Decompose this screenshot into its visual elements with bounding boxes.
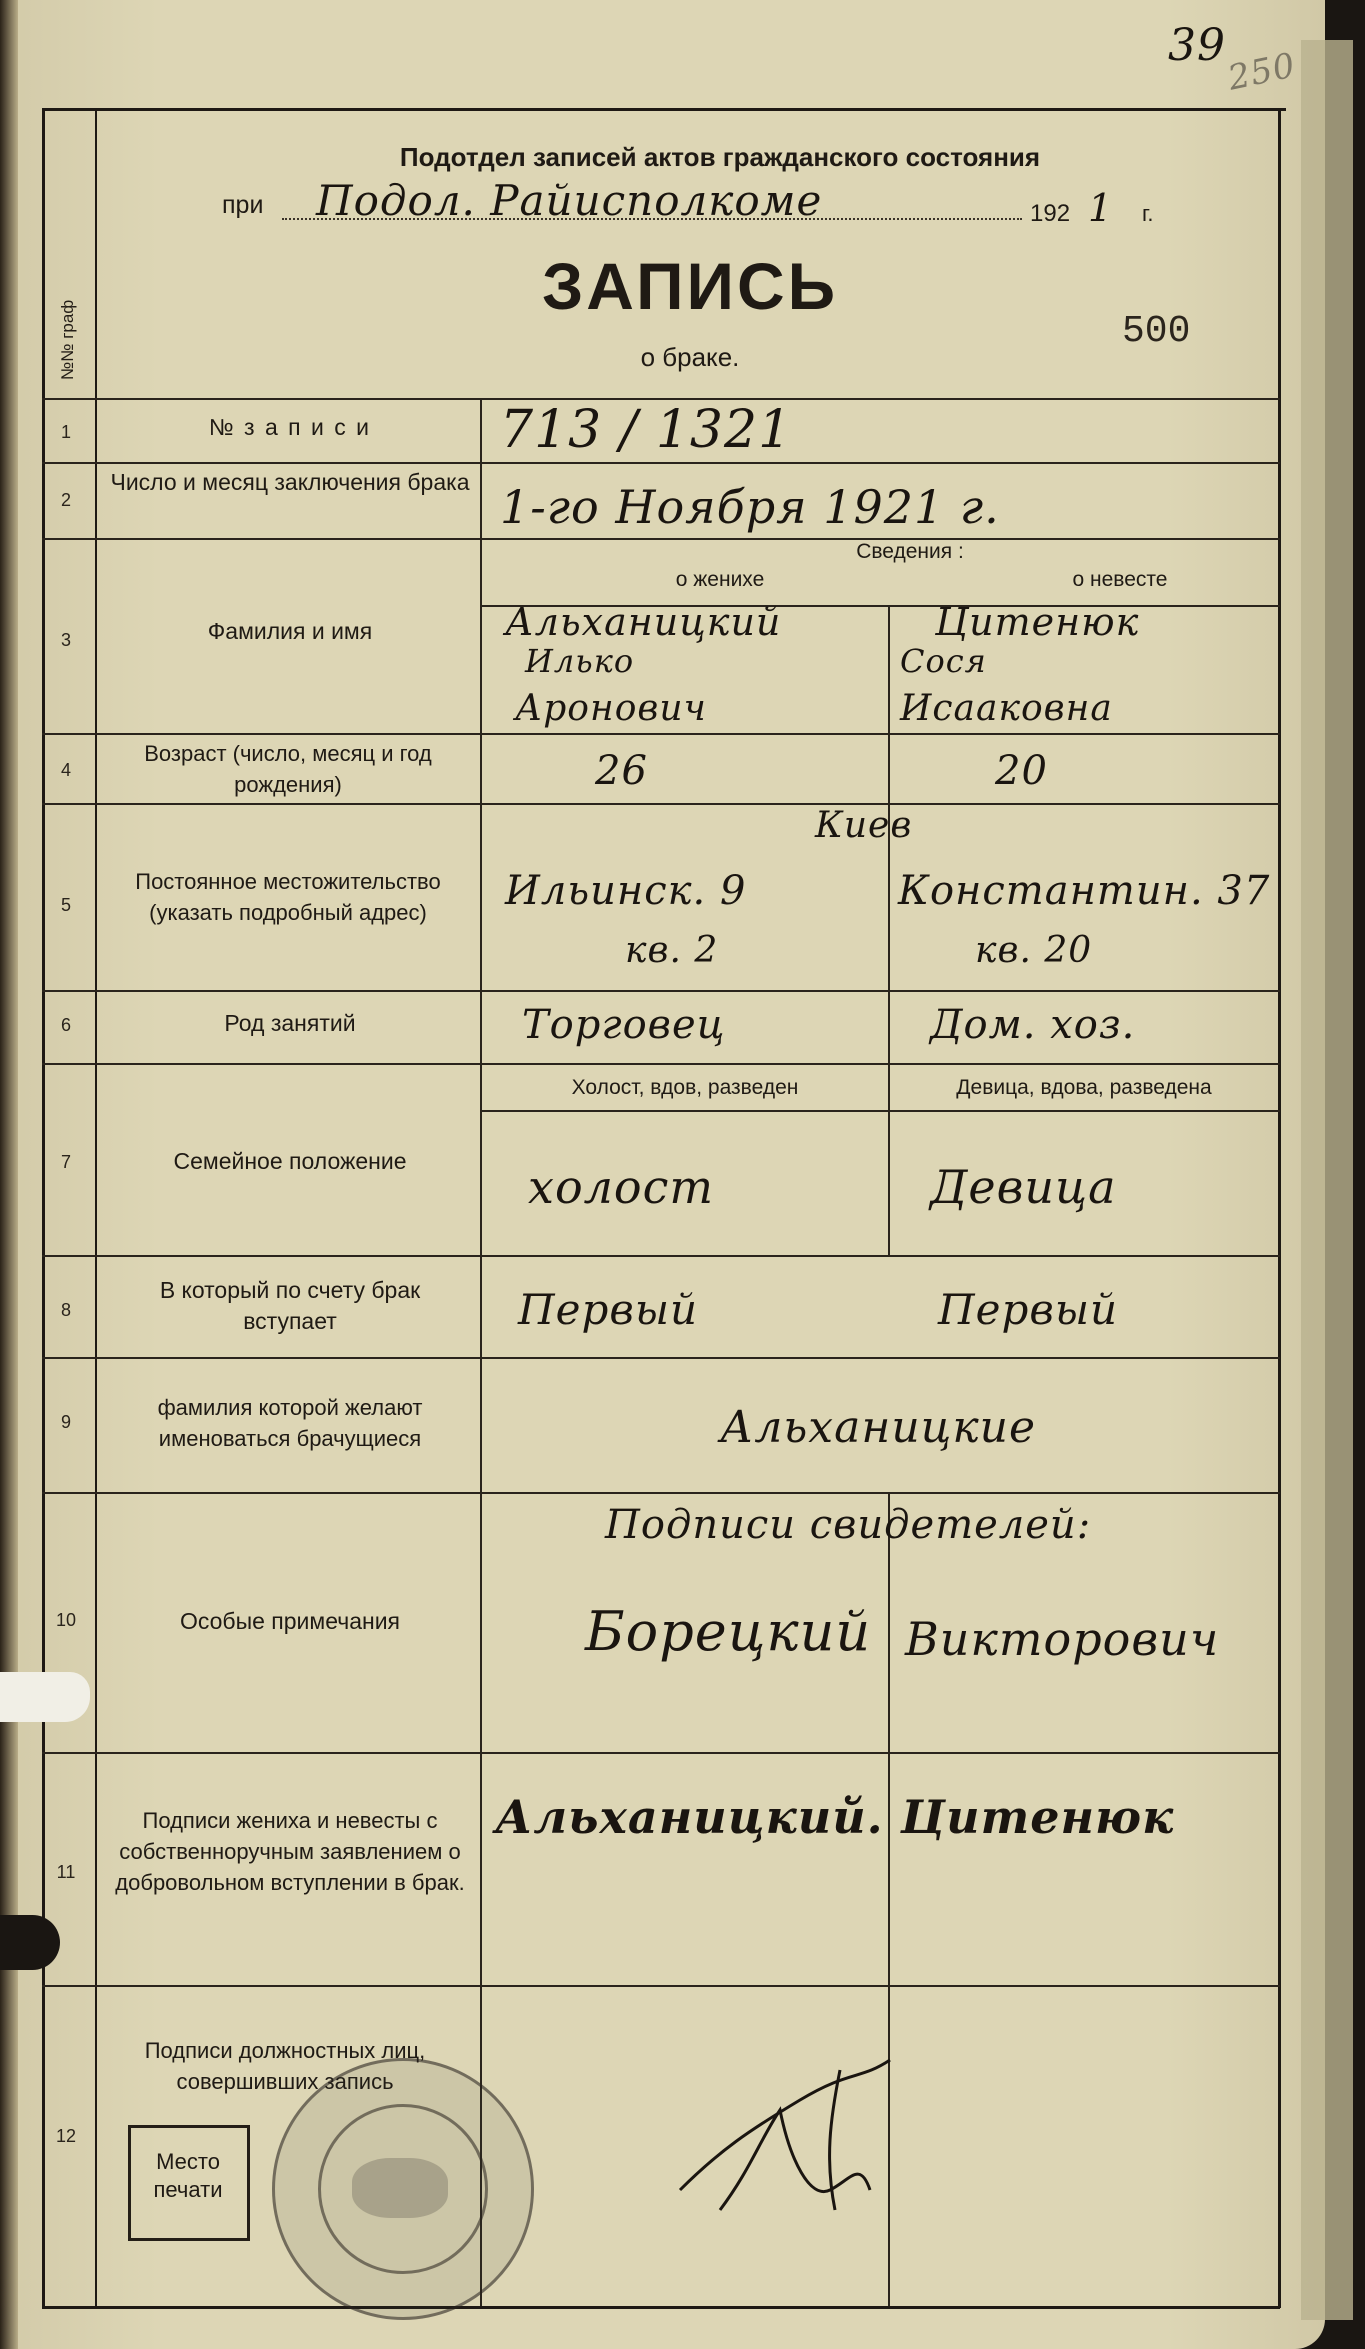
special-notes-label: Особые примечания <box>179 1608 401 1634</box>
groom-marital-status: холост <box>528 1160 715 1214</box>
marital-status-label: Семейное положение <box>173 1148 407 1174</box>
surname-choice-label: фамилия которой желают именоваться брачущиеся <box>157 1395 423 1451</box>
department-title: Подотдел записей актов гражданского состояния <box>399 142 1041 172</box>
row-number: 2 <box>60 490 71 510</box>
frame-right <box>1278 108 1281 2308</box>
bride-first-name: Сося <box>900 642 987 680</box>
year-suffix: г. <box>1142 201 1154 226</box>
bride-status-options: Девица, вдова, разведена <box>956 1076 1212 1099</box>
bride-marriage-count: Первый <box>938 1285 1119 1334</box>
row-number: 9 <box>60 1412 71 1432</box>
column-numbers-label: №№ граф <box>58 299 77 380</box>
page-edge-shadow <box>0 0 18 2349</box>
bride-address-apartment: кв. 20 <box>975 930 1093 971</box>
official-signature-strokes <box>660 2040 920 2240</box>
bride-marital-status: Девица <box>930 1160 1117 1214</box>
year-handwritten: 1 <box>1088 186 1114 230</box>
row-line <box>42 462 1280 464</box>
registry-office-handwritten: Подол. Райисполкоме <box>316 176 823 225</box>
frame-bottom <box>42 2306 1280 2309</box>
number-column-divider <box>95 108 97 2308</box>
row-number: 8 <box>60 1300 71 1320</box>
row-line <box>42 1985 1280 1987</box>
info-header-label: Сведения : <box>856 540 964 563</box>
row-line <box>42 733 1280 735</box>
witnesses-heading: Подписи свидетелей: <box>605 1502 1092 1548</box>
occupation-label: Род занятий <box>224 1010 356 1036</box>
row-line <box>42 1063 1280 1065</box>
row-number: 5 <box>60 895 71 915</box>
groom-surname: Альханицкий <box>505 600 782 644</box>
name-label: Фамилия и имя <box>207 618 373 644</box>
at-label: при <box>222 191 264 219</box>
bride-age: 20 <box>995 748 1048 794</box>
row-number: 11 <box>56 1862 76 1882</box>
marriage-date-value: 1-го Ноября 1921 г. <box>500 480 1000 534</box>
row-line <box>42 803 1280 805</box>
row-number: 3 <box>60 630 71 650</box>
spouses-signatures-label: Подписи жениха и невесты с собственноручным заявлением о добровольном вступлении в брак. <box>115 1808 465 1895</box>
seal-place-label: Место печати <box>153 2149 223 2202</box>
bride-patronymic: Исааковна <box>900 688 1113 729</box>
record-number-value: 713 / 1321 <box>500 400 793 460</box>
row-number: 1 <box>60 422 71 442</box>
year-printed: 192 <box>1030 200 1071 227</box>
adjacent-page-edge <box>1301 40 1353 2320</box>
faded-page-number: 250 <box>1224 45 1300 99</box>
row-number: 7 <box>60 1152 71 1172</box>
spouses-signatures: Альханицкий. Цитенюк <box>495 1790 1175 1844</box>
witness-signature-1: Борецкий <box>585 1600 872 1663</box>
row-line <box>42 1492 1280 1494</box>
row-line <box>42 538 1280 540</box>
label-value-divider <box>480 398 482 2308</box>
groom-occupation: Торговец <box>522 1002 726 1048</box>
groom-marriage-count: Первый <box>518 1285 699 1334</box>
bride-surname: Цитенюк <box>935 600 1140 644</box>
officials-signatures-label: Подписи должностных лиц, совершивших запись <box>144 2038 426 2094</box>
groom-address-apartment: кв. 2 <box>625 930 719 971</box>
record-number-label: № з а п и с и <box>208 414 371 440</box>
groom-age: 26 <box>595 748 648 794</box>
torn-hole <box>0 1915 60 1970</box>
row-number: 6 <box>60 1015 71 1035</box>
document-title: ЗАПИСЬ <box>541 249 839 323</box>
groom-first-name: Илько <box>525 642 635 680</box>
seal-text <box>270 2180 530 2198</box>
official-signature <box>690 2150 838 2190</box>
marriage-date-label: Число и месяц заключения брака <box>110 469 470 495</box>
row-line <box>42 1255 1280 1257</box>
age-label: Возраст (число, месяц и год рождения) <box>144 741 432 797</box>
row-line <box>42 990 1280 992</box>
row-number: 4 <box>60 760 71 780</box>
witness-signature-2: Викторович <box>905 1612 1220 1666</box>
groom-bride-divider <box>888 605 890 1255</box>
residence-city: Киев <box>815 805 913 846</box>
subrow-line <box>480 1110 1280 1112</box>
groom-status-options: Холост, вдов, разведен <box>571 1076 799 1099</box>
row-number: 10 <box>55 1610 77 1630</box>
page-number: 39 <box>1168 20 1226 71</box>
frame-top <box>42 108 1286 111</box>
bride-occupation: Дом. хоз. <box>930 1002 1136 1048</box>
groom-patronymic: Аронович <box>515 688 707 729</box>
row-line <box>42 1357 1280 1359</box>
document-subtitle: о браке. <box>640 342 740 372</box>
marriage-count-label: В который по счету брак вступает <box>159 1277 421 1334</box>
groom-address-street: Ильинск. 9 <box>505 868 747 914</box>
row-line <box>42 1752 1280 1754</box>
residence-label: Постоянное местожительство (указать подробный адрес) <box>135 869 441 925</box>
stamped-number: 500 <box>1122 310 1191 353</box>
groom-column-header: о женихе <box>675 568 765 591</box>
row-number: 12 <box>55 2126 77 2146</box>
chosen-surname: Альханицкие <box>720 1402 1037 1453</box>
torn-hole <box>0 1672 90 1722</box>
bride-address-street: Константин. 37 <box>898 868 1271 914</box>
frame-left <box>42 108 45 2308</box>
bride-column-header: о невесте <box>1072 568 1168 591</box>
